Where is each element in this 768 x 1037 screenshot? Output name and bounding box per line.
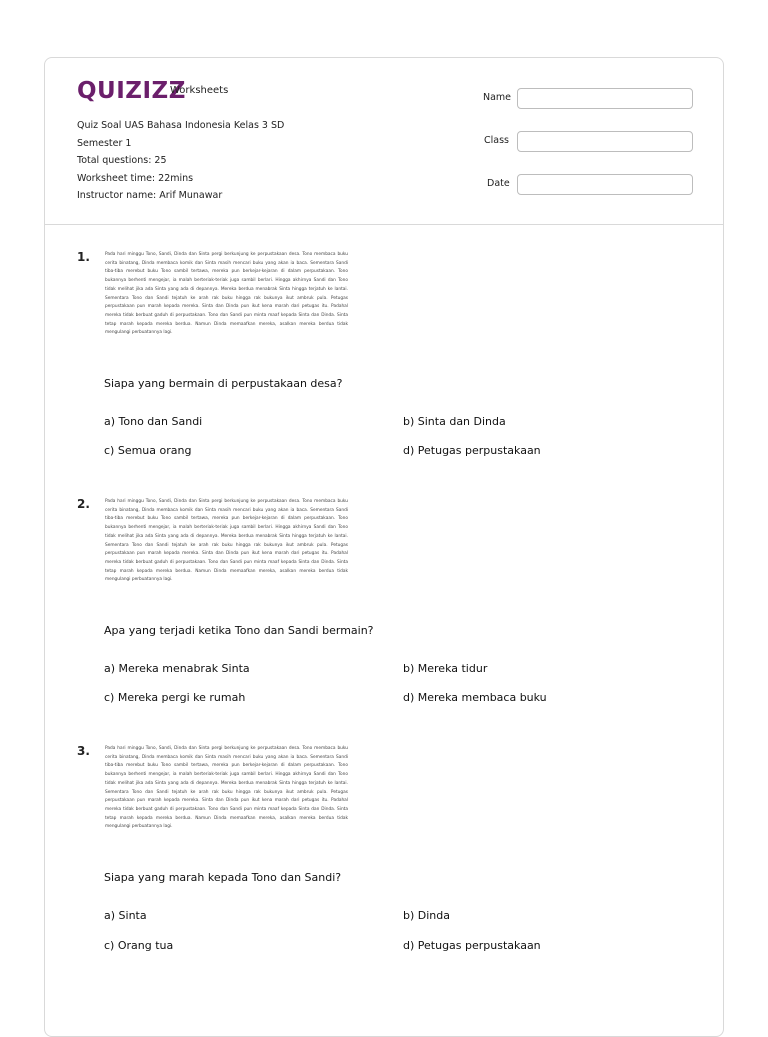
name-field[interactable] xyxy=(517,88,693,109)
question-number: 2. xyxy=(77,497,90,511)
question-passage: Pada hari minggu Tono, Sandi, Dinda dan Sinta pergi berkunjung ke perpustakaan desa. Tono membaca buku cerita binatang, Dinda membaca komik dan Sinta masih mencari buku yang akan ia baca. Sementara Sandi tiba-tiba merebut buku Tono sambil tertawa, mereka pun berkejar-kejaran di dalam perpustakaan. Tono bukannya berhenti mengejar, ia malah berteriak-teriak juga sambil berlari. Hingga akhirnya Sandi dan Tono tidak melihat jika ada Sinta yang ada di depannya. Mereka berdua menabrak Sinta hingga terjatuh ke lantai. Sementara Tono dan Sandi tejatuh ke arah rak buku hingga rak bukunya ikut ambruk pula. Petugas perpustakaan pun marah kepada mereka. Sinta dan Dinda pun ikut kena marah dari petugas itu. Padahal mereka tidak berbuat gaduh di perpustakaan. Tono dan Sandi pun minta maaf kepada Sinta dan Dinda. Sinta tetap marah kepada mereka berdua. Namun Dinda memaafkan mereka, asalkan mereka berdua tidak mengulangi perbuatannya lagi. xyxy=(105,746,348,830)
date-field[interactable] xyxy=(517,174,693,195)
option-a[interactable]: a) Mereka menabrak Sinta xyxy=(104,662,250,675)
worksheet-meta xyxy=(77,117,284,205)
option-c[interactable]: c) Orang tua xyxy=(104,939,174,952)
total-questions: Total questions: 25 xyxy=(77,155,167,167)
question-text: Siapa yang bermain di perpustakaan desa? xyxy=(104,377,343,390)
class-label: Class xyxy=(484,135,509,146)
option-b[interactable]: b) Dinda xyxy=(403,909,450,922)
option-c[interactable]: c) Mereka pergi ke rumah xyxy=(104,691,246,704)
name-label: Name xyxy=(483,92,512,103)
logo-subtitle: Worksheets xyxy=(170,85,229,96)
worksheet-header xyxy=(45,58,723,225)
class-field[interactable] xyxy=(517,131,693,152)
question-passage: Pada hari minggu Tono, Sandi, Dinda dan Sinta pergi berkunjung ke perpustakaan desa. Tono membaca buku cerita binatang, Dinda membaca komik dan Sinta masih mencari buku yang akan ia baca. Sementara Sandi tiba-tiba merebut buku Tono sambil tertawa, mereka pun berkejar-kejaran di dalam perpustakaan. Tono bukannya berhenti mengejar, ia malah berteriak-teriak juga sambil berlari. Hingga akhirnya Sandi dan Tono tidak melihat jika ada Sinta yang ada di depannya. Mereka berdua menabrak Sinta hingga terjatuh ke lantai. Sementara Tono dan Sandi tejatuh ke arah rak buku hingga rak bukunya ikut ambruk pula. Petugas perpustakaan pun marah kepada mereka. Sinta dan Dinda pun ikut kena marah dari petugas itu. Padahal mereka tidak berbuat gaduh di perpustakaan. Tono dan Sandi pun minta maaf kepada Sinta dan Dinda. Sinta tetap marah kepada mereka berdua. Namun Dinda memaafkan mereka, asalkan mereka berdua tidak mengulangi perbuatannya lagi. xyxy=(105,499,348,583)
date-label: Date xyxy=(487,178,510,189)
option-a[interactable]: a) Tono dan Sandi xyxy=(104,415,203,428)
option-a[interactable]: a) Sinta xyxy=(104,909,147,922)
option-c[interactable]: c) Semua orang xyxy=(104,444,192,457)
worksheet-semester: Semester 1 xyxy=(77,137,132,149)
question-number: 3. xyxy=(77,744,90,758)
question-passage: Pada hari minggu Tono, Sandi, Dinda dan Sinta pergi berkunjung ke perpustakaan desa. Tono membaca buku cerita binatang, Dinda membaca komik dan Sinta masih mencari buku yang akan ia baca. Sementara Sandi tiba-tiba merebut buku Tono sambil tertawa, mereka pun berkejar-kejaran di dalam perpustakaan. Tono bukannya berhenti mengejar, ia malah berteriak-teriak juga sambil berlari. Hingga akhirnya Sandi dan Tono tidak melihat jika ada Sinta yang ada di depannya. Mereka berdua menabrak Sinta hingga terjatuh ke lantai. Sementara Tono dan Sandi tejatuh ke arah rak buku hingga rak bukunya ikut ambruk pula. Petugas perpustakaan pun marah kepada mereka. Sinta dan Dinda pun ikut kena marah dari petugas itu. Padahal mereka tidak berbuat gaduh di perpustakaan. Tono dan Sandi pun minta maaf kepada Sinta dan Dinda. Sinta tetap marah kepada mereka berdua. Namun Dinda memaafkan mereka, asalkan mereka berdua tidak mengulangi perbuatannya lagi. xyxy=(105,252,348,336)
question-text: Apa yang terjadi ketika Tono dan Sandi bermain? xyxy=(104,624,374,637)
instructor-name: Instructor name: Arif Munawar xyxy=(77,190,223,202)
quizizz-logo: QUIZIZZ xyxy=(77,78,186,104)
option-b[interactable]: b) Mereka tidur xyxy=(403,662,488,675)
option-b[interactable]: b) Sinta dan Dinda xyxy=(403,415,506,428)
option-d[interactable]: d) Mereka membaca buku xyxy=(403,691,547,704)
worksheet-title: Quiz Soal UAS Bahasa Indonesia Kelas 3 SD xyxy=(77,120,285,131)
question-number: 1. xyxy=(77,250,90,264)
option-d[interactable]: d) Petugas perpustakaan xyxy=(403,939,541,952)
worksheet xyxy=(44,57,724,1037)
question-text: Siapa yang marah kepada Tono dan Sandi? xyxy=(104,871,342,884)
option-d[interactable]: d) Petugas perpustakaan xyxy=(403,444,541,457)
worksheet-time: Worksheet time: 22mins xyxy=(77,172,194,184)
